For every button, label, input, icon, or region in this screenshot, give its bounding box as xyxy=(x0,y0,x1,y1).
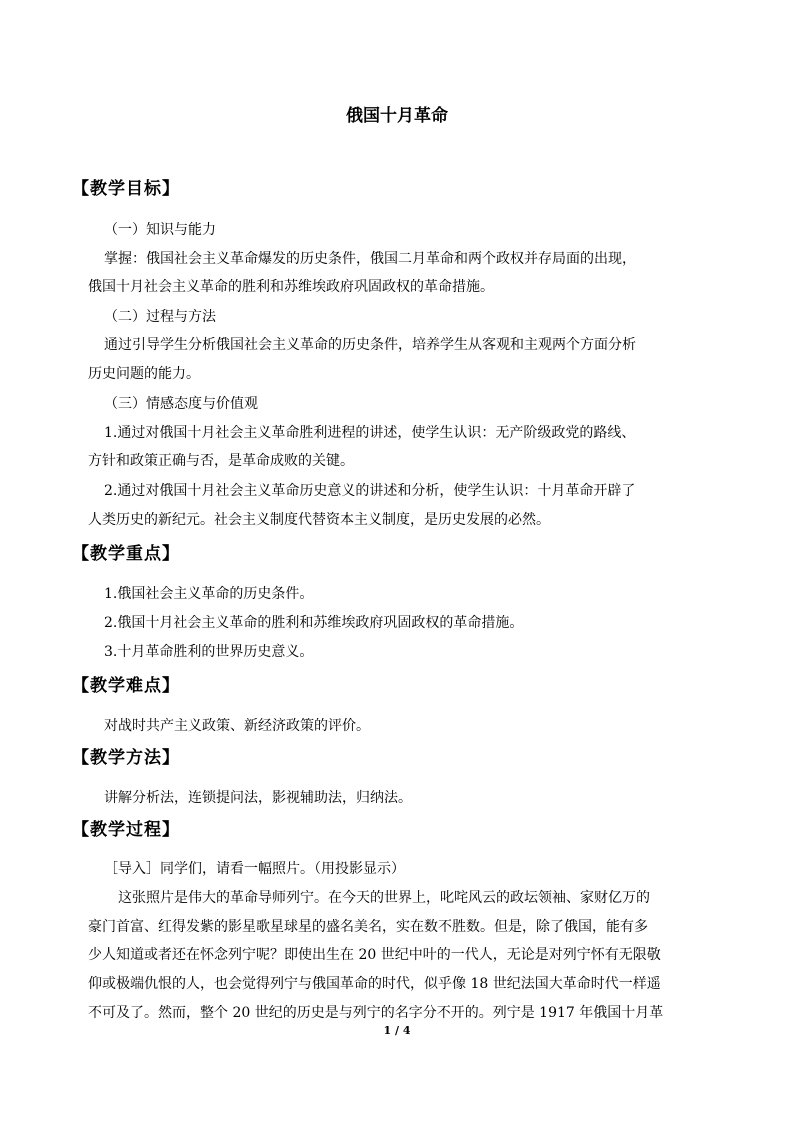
paragraph-line: 讲解分析法，连锁提问法，影视辅助法，归纳法。 xyxy=(104,790,412,806)
document-title: 俄国十月革命 xyxy=(346,106,448,126)
paragraph-line: 对战时共产主义政策、新经济政策的评价。 xyxy=(104,718,370,734)
paragraph-line: 历史问题的能力。 xyxy=(88,366,200,382)
paragraph-line: 方针和政策正确与否，是革命成败的关键。 xyxy=(88,453,354,469)
paragraph-line: 少人知道或者还在怀念列宁呢？即使出生在 20 世纪中叶的一代人，无论是对列宁怀有无限敬 xyxy=(88,947,661,963)
paragraph-line: 掌握：俄国社会主义革命爆发的历史条件，俄国二月革命和两个政权并存局面的出现， xyxy=(104,251,636,267)
heading-key-points: 【教学重点】 xyxy=(72,544,180,564)
paragraph-line: 这张照片是伟大的革命导师列宁。在今天的世界上，叱咤风云的政坛领袖、家财亿万的 xyxy=(118,890,650,906)
subheading-process: （二）过程与方法 xyxy=(104,309,216,325)
heading-difficulty: 【教学难点】 xyxy=(72,676,180,696)
heading-method: 【教学方法】 xyxy=(72,748,180,768)
subheading-values: （三）情感态度与价值观 xyxy=(104,396,258,412)
paragraph-line: 人类历史的新纪元。社会主义制度代替资本主义制度，是历史发展的必然。 xyxy=(88,512,550,528)
paragraph-line: 俄国十月社会主义革命的胜利和苏维埃政府巩固政权的革命措施。 xyxy=(88,279,494,295)
paragraph-line: 豪门首富、红得发紫的影星歌星球星的盛名美名，实在数不胜数。但是，除了俄国，能有多 xyxy=(88,919,648,935)
paragraph-line: 2.通过对俄国十月社会主义革命历史意义的讲述和分析，使学生认识：十月革命开辟了 xyxy=(104,483,636,499)
heading-teaching-goals: 【教学目标】 xyxy=(72,179,180,199)
list-item: 3.十月革命胜利的世界历史意义。 xyxy=(104,644,314,660)
paragraph-line: 1.通过对俄国十月社会主义革命胜利进程的讲述，使学生认识：无产阶级政党的路线、 xyxy=(104,425,636,441)
list-item: 2.俄国十月社会主义革命的胜利和苏维埃政府巩固政权的革命措施。 xyxy=(104,615,524,631)
list-item: 1.俄国社会主义革命的历史条件。 xyxy=(104,586,314,602)
paragraph-line: 仰或极端仇恨的人，也会觉得列宁与俄国革命的时代，似乎像 18 世纪法国大革命时代一样遥 xyxy=(88,976,661,992)
paragraph-line: 不可及了。然而，整个 20 世纪的历史是与列宁的名字分不开的。列宁是 1917 年俄国十月革 xyxy=(88,1005,664,1021)
subheading-knowledge: （一）知识与能力 xyxy=(104,222,216,238)
page-number: 1 / 4 xyxy=(383,1024,411,1037)
paragraph-line: ［导入］同学们，请看一幅照片。（用投影显示） xyxy=(104,861,405,877)
paragraph-line: 通过引导学生分析俄国社会主义革命的历史条件，培养学生从客观和主观两个方面分析 xyxy=(104,337,636,353)
heading-process: 【教学过程】 xyxy=(72,820,180,840)
